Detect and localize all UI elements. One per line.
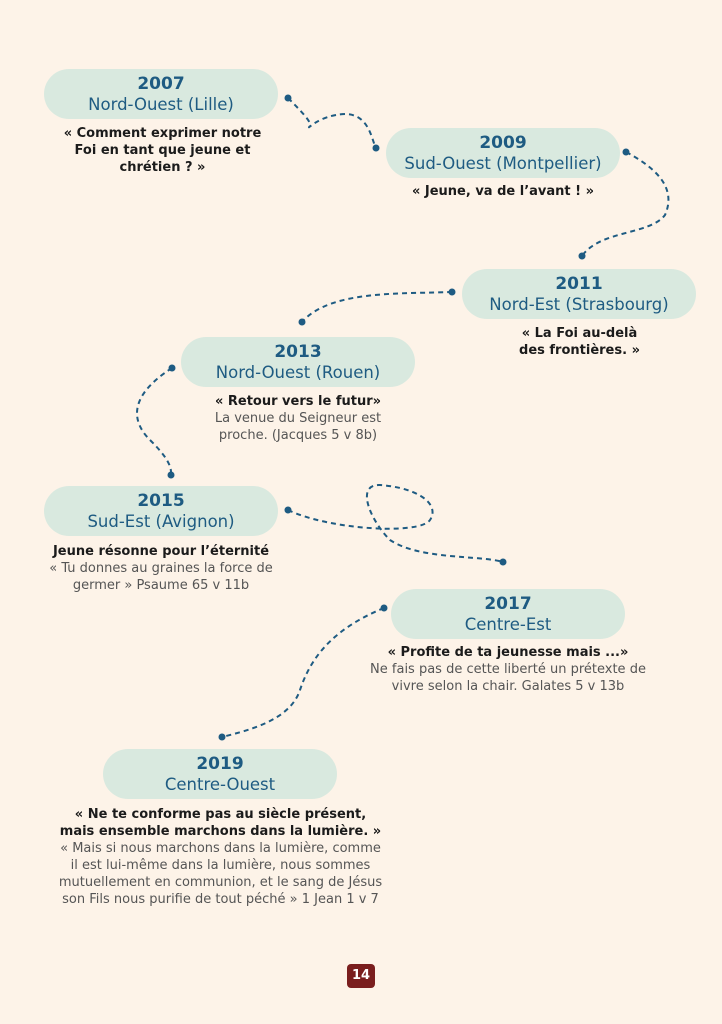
event-text-2007	[60, 125, 265, 176]
connector-2011-2013	[302, 292, 452, 322]
region-label: Nord-Est (Strasbourg)	[489, 294, 669, 314]
event-text-2011	[512, 325, 647, 359]
region-label: Centre-Est	[464, 614, 552, 634]
year-pill-2009	[386, 128, 620, 178]
year-label: 2017	[484, 593, 532, 614]
region-label: Nord-Ouest (Lille)	[88, 94, 234, 114]
event-theme: « Comment exprimer notre Foi en tant que jeune et chrétien ? »	[63, 126, 262, 175]
year-pill-2015	[44, 486, 278, 536]
dot-2013-start	[169, 365, 176, 372]
dot-2019-end	[219, 734, 226, 741]
year-label: 2007	[137, 73, 185, 94]
connector-2017-2019	[222, 608, 384, 737]
page-number-badge: 14	[347, 964, 375, 988]
event-verse: « Mais si nous marchons dans la lumière, comme il est lui-même dans la lumière, nous sommes mutuellement en communion, et le sang de Jésus son Fils nous purifie de tout péché » 1 Jean 1 v 7	[58, 841, 383, 907]
year-label: 2011	[555, 273, 603, 294]
dot-2013-end	[299, 319, 306, 326]
dot-2015-start	[285, 507, 292, 514]
year-label: 2009	[479, 132, 527, 153]
year-pill-2013	[181, 337, 415, 387]
dot-2011-start	[449, 289, 456, 296]
event-theme: « Retour vers le futur»	[214, 394, 382, 409]
year-pill-2011	[462, 269, 696, 319]
event-theme: « Jeune, va de l’avant ! »	[411, 184, 595, 199]
dot-2009-end	[373, 145, 380, 152]
connector-2015-2017	[288, 485, 503, 562]
region-label: Sud-Est (Avignon)	[87, 511, 235, 531]
event-text-2013	[198, 393, 398, 444]
dot-2011-end	[579, 253, 586, 260]
dot-2017-start	[381, 605, 388, 612]
event-verse: Ne fais pas de cette liberté un prétexte de vivre selon la chair. Galates 5 v 13b	[370, 662, 646, 694]
event-text-2009	[386, 183, 620, 200]
region-label: Nord-Ouest (Rouen)	[215, 362, 381, 382]
connector-2007-2009	[288, 98, 376, 148]
dot-2009-start	[623, 149, 630, 156]
event-theme: « Ne te conforme pas au siècle présent, mais ensemble marchons dans la lumière. »	[59, 807, 382, 839]
dot-2007-start	[285, 95, 292, 102]
year-label: 2013	[274, 341, 322, 362]
region-label: Centre-Ouest	[164, 774, 276, 794]
year-label: 2019	[196, 753, 244, 774]
event-theme: « La Foi au-delà des frontières. »	[519, 326, 640, 358]
event-theme: Jeune résonne pour l’éternité	[52, 544, 270, 559]
year-pill-2007	[44, 69, 278, 119]
event-text-2019	[58, 806, 383, 908]
connector-2013-2015	[137, 368, 172, 475]
year-pill-2019	[103, 749, 337, 799]
dot-2015-end	[168, 472, 175, 479]
region-label: Sud-Ouest (Montpellier)	[404, 153, 602, 173]
event-text-2017	[370, 644, 646, 695]
year-label: 2015	[137, 490, 185, 511]
event-verse: « Tu donnes au graines la force de germer » Psaume 65 v 11b	[49, 561, 273, 593]
year-pill-2017	[391, 589, 625, 639]
event-text-2015	[44, 543, 278, 594]
event-verse: La venue du Seigneur est proche. (Jacques 5 v 8b)	[214, 411, 382, 443]
dot-2017-end	[500, 559, 507, 566]
event-theme: « Profite de ta jeunesse mais ...»	[387, 645, 629, 660]
